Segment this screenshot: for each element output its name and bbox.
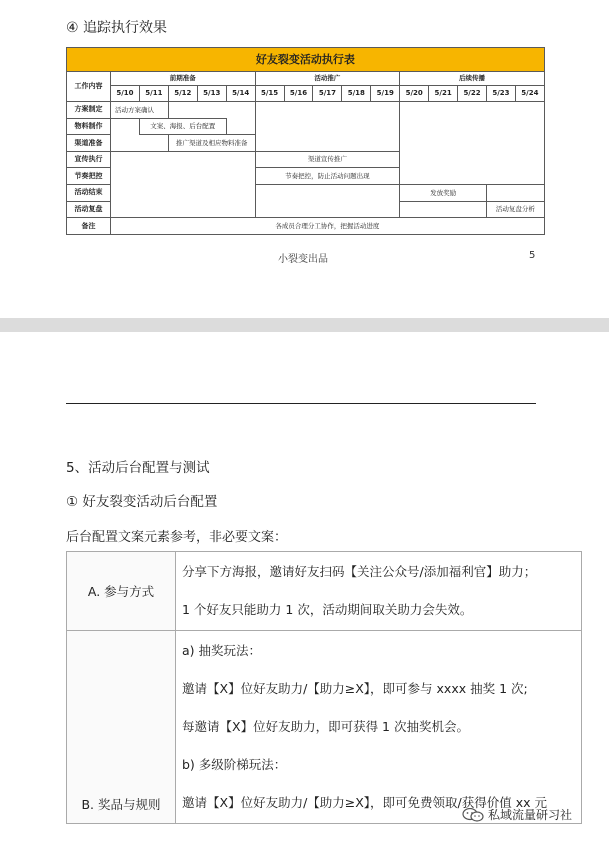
date-cell: 5/23 [486,86,515,102]
task-bar: 活动复盘分析 [486,201,544,218]
document-page-5 [0,0,609,318]
header-rule [66,403,536,404]
task-bar: 节奏把控，防止活动问题出现 [255,168,400,185]
row-label: 备注 [67,218,111,235]
section-heading: ④ 追踪执行效果 [66,20,168,36]
page-separator [0,318,609,332]
task-bar: 活动方案确认 [111,102,169,119]
document-page-6 [0,332,609,842]
date-cell: 5/20 [400,86,429,102]
task-bar: 渠道宣传推广 [255,151,400,168]
date-cell: 5/10 [111,86,140,102]
table-title: 好友裂变活动执行表 [67,48,545,72]
row-line: 分享下方海报，邀请好友扫码【关注公众号/添加福利官】助力； [182,564,537,579]
intro-text: 后台配置文案元素参考，非必要文案： [66,530,288,545]
row-label: B. 奖品与规则 [81,797,161,812]
date-cell: 5/12 [168,86,197,102]
date-cell: 5/11 [139,86,168,102]
date-cell: 5/14 [226,86,255,102]
sub-title: ① 好友裂变活动后台配置 [66,494,218,510]
phase-spread: 后续传播 [400,71,545,86]
execution-table [66,47,545,235]
watermark-text: 私域流量研习社 [488,808,573,822]
config-table [66,551,582,824]
row-label: A. 参与方式 [67,552,176,631]
date-cell: 5/17 [313,86,342,102]
task-bar: 发放奖励 [400,185,487,202]
row-line: 邀请【X】位好友助力/【助力≥X】，即可免费领取/获得价值 xx 元 [182,795,548,810]
date-cell: 5/13 [197,86,226,102]
row-line: 邀请【X】位好友助力/【助力≥X】，即可参与 xxxx 抽奖 1 次; [182,681,528,696]
note-text: 各成员合理分工协作，把握活动进度 [111,218,545,235]
phase-promotion: 活动推广 [255,71,400,86]
row-line: 1 个好友只能助力 1 次，活动期间取关助力会失效。 [182,602,473,617]
phase-prep: 前期准备 [111,71,256,86]
page-number: 5 [529,250,536,261]
date-cell: 5/19 [371,86,400,102]
date-cell: 5/16 [284,86,313,102]
section-title: 5、活动后台配置与测试 [66,460,210,476]
watermark [462,806,572,823]
date-cell: 5/21 [429,86,458,102]
task-bar: 文案、海报、后台配置 [139,118,226,135]
footer-brand: 小裂变出品 [278,254,328,265]
date-cell: 5/18 [342,86,371,102]
row-label: 活动复盘 [67,201,111,218]
wechat-icon [462,808,484,822]
row-label: 活动结束 [67,185,111,202]
row-label: 宣传执行 [67,151,111,168]
row-line: a) 抽奖玩法： [182,643,262,658]
task-bar: 推广渠道及相应物料准备 [168,135,255,152]
date-cell: 5/22 [458,86,487,102]
row-line: b) 多级阶梯玩法： [182,757,287,772]
table-row [67,631,582,824]
date-cell: 5/24 [515,86,544,102]
row-label: 渠道准备 [67,135,111,152]
table-row [67,552,582,631]
row-label: 方案制定 [67,102,111,119]
row-label: 节奏把控 [67,168,111,185]
date-cell: 5/15 [255,86,284,102]
row-label: 物料制作 [67,118,111,135]
row-line: 每邀请【X】位好友助力，即可获得 1 次抽奖机会。 [182,719,469,734]
work-content-header: 工作内容 [67,71,111,101]
